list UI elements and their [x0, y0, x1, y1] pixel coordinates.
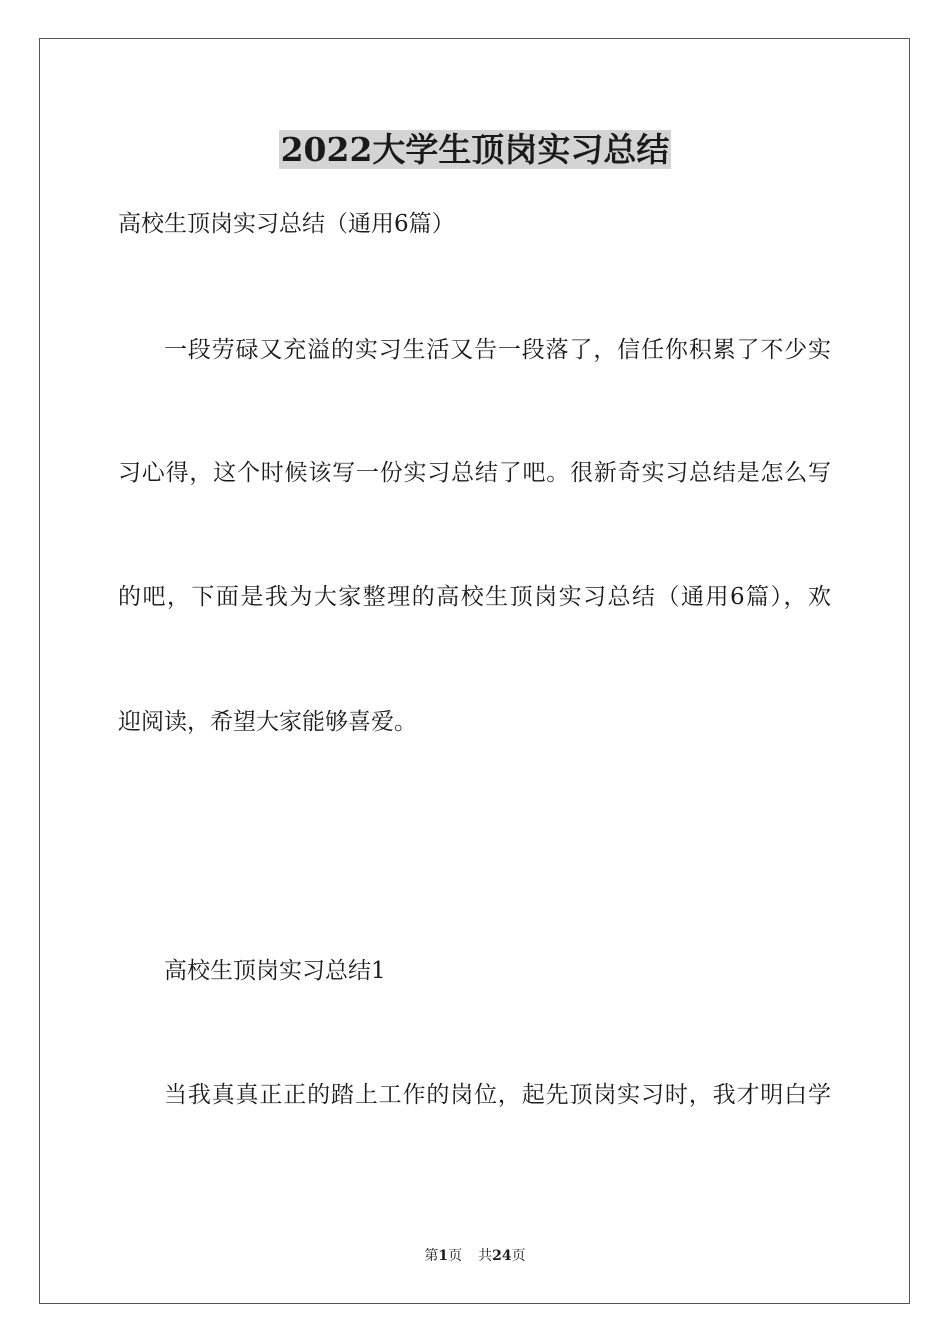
section-heading: 高校生顶岗实习总结1	[164, 958, 386, 984]
page-footer	[0, 1246, 950, 1266]
footer-total-pages: 24	[492, 1248, 512, 1264]
footer-total-suffix: 页	[511, 1248, 526, 1264]
document-title	[0, 124, 950, 176]
document-subtitle: 高校生顶岗实习总结（通用6篇）	[118, 211, 455, 237]
footer-page-prefix: 第	[424, 1248, 439, 1264]
intro-line-4: 迎阅读，希望大家能够喜爱。	[118, 709, 417, 735]
document-title-text: 2022大学生顶岗实习总结	[280, 130, 670, 169]
section-paragraph-line-1: 当我真真正正的踏上工作的岗位，起先顶岗实习时，我才明白学	[164, 1082, 831, 1108]
footer-page-suffix: 页	[448, 1248, 463, 1264]
intro-line-2: 习心得，这个时候该写一份实习总结了吧。很新奇实习总结是怎么写	[118, 460, 831, 486]
footer-page-number: 1	[438, 1248, 449, 1264]
intro-line-3: 的吧，下面是我为大家整理的高校生顶岗实习总结（通用6篇），欢	[118, 584, 831, 610]
footer-total-prefix: 共	[478, 1248, 493, 1264]
intro-line-1: 一段劳碌又充溢的实习生活又告一段落了，信任你积累了不少实	[164, 337, 831, 363]
